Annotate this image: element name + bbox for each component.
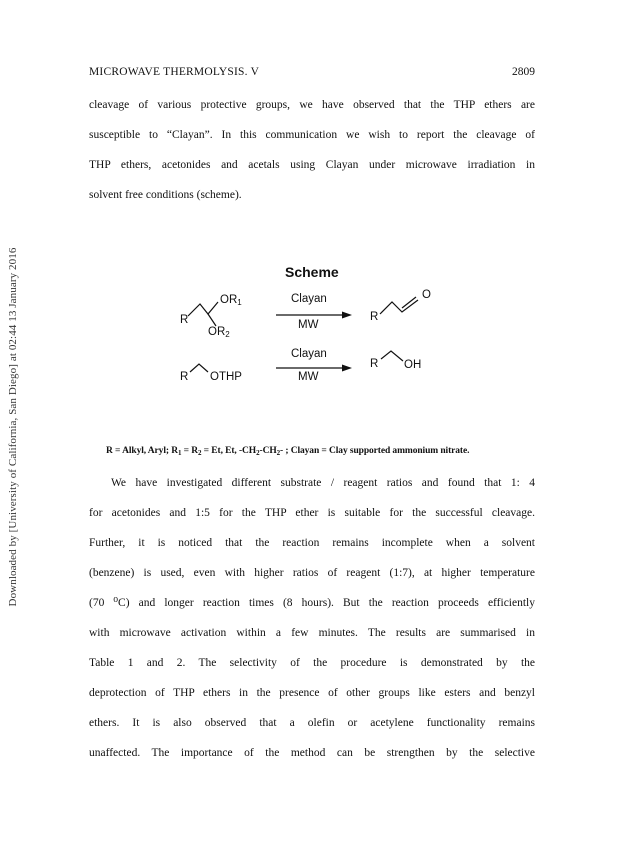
scheme-legend: R = Alkyl, Aryl; $R_1 = R_2 = Et$, Et, $-CH_2-CH_2-$ ; Clayan = Clay supported ammonium nitrate. (106, 446, 470, 457)
reagent-label-1: Clayan (291, 293, 327, 305)
text-line: cleavage of various protective groups, we have observed that the THP ethers are (89, 99, 535, 111)
running-title: MICROWAVE THERMOLYSIS. V (89, 66, 260, 78)
text-line: solvent free conditions (scheme). (89, 189, 242, 201)
text-line: (70 ⁰C) and longer reaction times (8 hours). But the reaction proceeds efficiently (89, 597, 535, 609)
text-line: THP ethers, acetonides and acetals using Clayan under microwave irradiation in (89, 159, 535, 171)
text-line: ethers. It is also observed that a olefin or acetylene functionality remains (89, 717, 535, 729)
reactant-or1-label: $OR_1$ (220, 294, 242, 307)
reactant-r-label: R (180, 314, 189, 326)
page-number: 2809 (512, 66, 535, 78)
condition-label-2: MW (298, 371, 319, 383)
page-header (89, 66, 535, 82)
text-line: (benzene) is used, even with higher ratios of reagent (1:7), at higher temperature (89, 567, 535, 579)
text-line: We have investigated different substrate / reagent ratios and found that 1: 4 (111, 477, 535, 489)
text-line: Further, it is noticed that the reaction remains incomplete when a solvent (89, 537, 535, 549)
thp-ether-chain (190, 364, 208, 372)
acetal-skeleton (188, 302, 218, 316)
reactant-or2-label: $OR_2$ (208, 326, 230, 339)
thp-group-label: OTHP (210, 371, 242, 383)
body-paragraph (89, 476, 535, 776)
product-r-label: R (370, 311, 379, 323)
acetal-bond-or2 (208, 314, 216, 326)
intro-paragraph (89, 98, 535, 218)
arrow-head-2 (342, 365, 352, 372)
thp-reactant-r-label: R (180, 371, 189, 383)
reagent-label-2: Clayan (291, 348, 327, 360)
text-line: unaffected. The importance of the method can be strengthen by the selective (89, 747, 535, 759)
alcohol-chain (381, 351, 403, 361)
alcohol-r-label: R (370, 358, 379, 370)
scheme-drawing (170, 258, 470, 388)
aldehyde-chain (380, 300, 418, 314)
scheme-title: Scheme (285, 264, 339, 280)
condition-label-1: MW (298, 319, 319, 331)
product-o-label: O (422, 289, 431, 301)
text-line: deprotection of THP ethers in the presence of other groups like esters and benzyl (89, 687, 535, 699)
text-line: for acetonides and 1:5 for the THP ether is suitable for the successful cleavage. (89, 507, 535, 519)
download-watermark: Downloaded by [University of California, San Diego] at 02:44 13 January 2016 (7, 247, 19, 607)
text-line: with microwave activation within a few minutes. The results are summarised in (89, 627, 535, 639)
reaction-scheme (170, 258, 470, 388)
text-line: Table 1 and 2. The selectivity of the procedure is demonstrated by the (89, 657, 535, 669)
text-line: susceptible to “Clayan”. In this communication we wish to report the cleavage of (89, 129, 535, 141)
arrow-head-1 (342, 312, 352, 319)
alcohol-oh-label: OH (404, 359, 422, 371)
